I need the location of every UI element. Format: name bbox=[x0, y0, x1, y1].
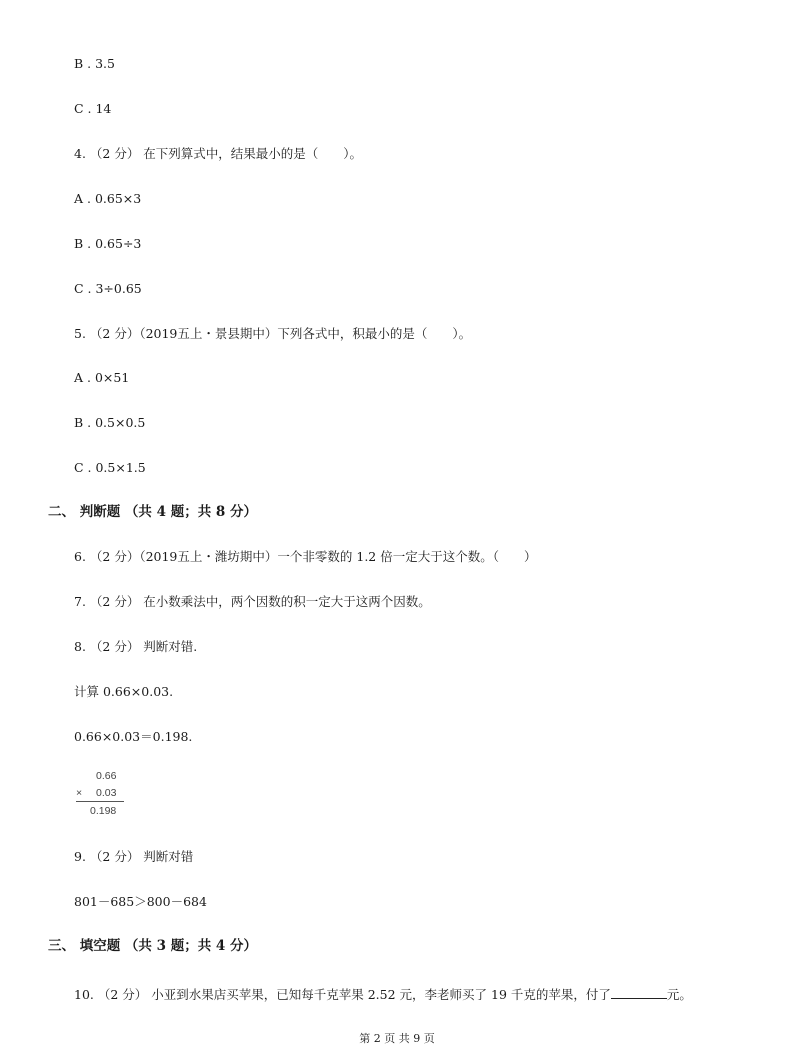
q3-option-c: C . 14 bbox=[74, 101, 112, 116]
q5-stem: 5. （2 分）（2019五上・景县期中）下列各式中，积最小的是（ ）。 bbox=[74, 326, 472, 341]
q8-stem: 8. （2 分） 判断对错. bbox=[74, 639, 198, 654]
q4-stem: 4. （2 分） 在下列算式中，结果最小的是（ ）。 bbox=[74, 146, 363, 161]
q10-text-before: 10. （2 分） 小亚到水果店买苹果，已知每千克苹果 2.52 元，李老师买了 19 千克的苹果，付了 bbox=[74, 987, 611, 1002]
q4-option-a: A . 0.65×3 bbox=[74, 191, 142, 206]
q8-line-1: 计算 0.66×0.03. bbox=[74, 684, 174, 699]
q8-line-2: 0.66×0.03＝0.198. bbox=[74, 729, 193, 744]
q10-text-after: 元。 bbox=[666, 987, 692, 1002]
q7-stem: 7. （2 分） 在小数乘法中，两个因数的积一定大于这两个因数。 bbox=[74, 594, 431, 609]
vertical-rule bbox=[76, 801, 124, 802]
vertical-multiplication bbox=[74, 770, 134, 826]
q9-line-1: 801－685＞800－684 bbox=[74, 894, 207, 909]
section-2-heading: 二、 判断题 （共 4 题；共 8 分） bbox=[48, 504, 257, 520]
vertical-top-number: 0.66 bbox=[96, 770, 117, 782]
q4-option-b: B . 0.65÷3 bbox=[74, 236, 142, 251]
q4-option-c: C . 3÷0.65 bbox=[74, 281, 142, 296]
q5-option-b: B . 0.5×0.5 bbox=[74, 415, 146, 430]
q9-stem: 9. （2 分） 判断对错 bbox=[74, 849, 194, 864]
page-footer: 第 2 页 共 9 页 bbox=[359, 1032, 435, 1045]
vertical-bottom-number: 0.03 bbox=[96, 787, 117, 799]
vertical-result: 0.198 bbox=[90, 805, 117, 817]
multiply-sign: × bbox=[76, 787, 83, 799]
q5-option-a: A . 0×51 bbox=[74, 370, 130, 385]
q5-option-c: C . 0.5×1.5 bbox=[74, 460, 146, 475]
q6-stem: 6. （2 分）（2019五上・潍坊期中）一个非零数的 1.2 倍一定大于这个数。（ ） bbox=[74, 549, 537, 564]
q10-answer-blank[interactable] bbox=[611, 985, 667, 999]
section-3-heading: 三、 填空题 （共 3 题；共 4 分） bbox=[48, 938, 257, 954]
q3-option-b: B . 3.5 bbox=[74, 56, 115, 71]
q10-stem bbox=[74, 985, 692, 1003]
